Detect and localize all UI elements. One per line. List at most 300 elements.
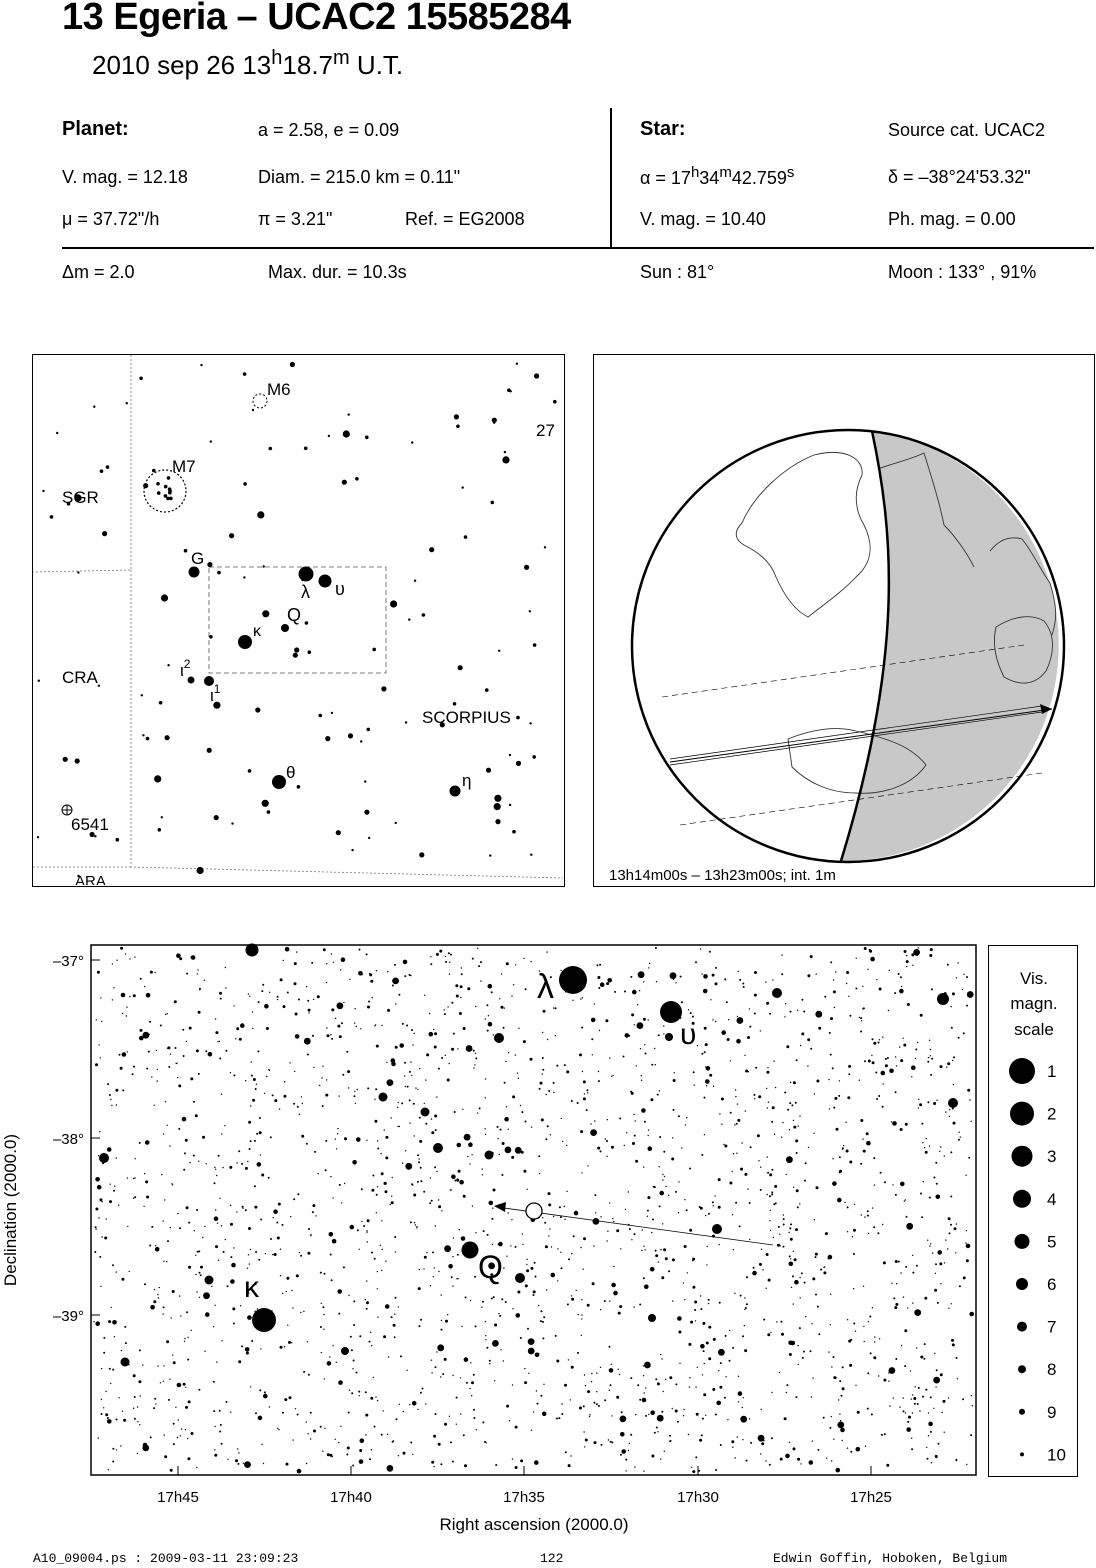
field-star — [453, 1033, 455, 1035]
field-star — [894, 992, 896, 994]
field-star — [672, 1137, 673, 1138]
field-star — [593, 1218, 600, 1225]
field-star — [916, 1347, 917, 1348]
field-star — [150, 1436, 152, 1438]
field-star — [248, 1227, 251, 1230]
star-source: Source cat. UCAC2 — [888, 120, 1046, 140]
field-star — [431, 1461, 434, 1464]
field-star — [733, 1249, 734, 1250]
field-star — [391, 1196, 392, 1197]
field-star — [497, 1138, 498, 1139]
field-star — [953, 1056, 955, 1058]
field-star — [958, 1037, 960, 1039]
field-star — [485, 688, 489, 692]
field-star — [395, 1046, 398, 1049]
field-star — [165, 1101, 166, 1102]
field-star — [223, 1251, 225, 1253]
field-star — [781, 1333, 784, 1336]
field-star — [295, 1013, 298, 1016]
field-star — [411, 1075, 412, 1076]
field-star — [154, 1105, 155, 1106]
field-star — [133, 1198, 134, 1199]
field-star — [847, 1096, 850, 1099]
field-star — [213, 1410, 215, 1412]
field-star — [673, 1079, 676, 1082]
field-star — [337, 1128, 338, 1129]
field-star — [145, 1140, 150, 1145]
field-star — [308, 650, 312, 654]
field-star — [769, 1173, 772, 1176]
field-star — [966, 1259, 969, 1262]
field-star — [407, 1086, 409, 1088]
field-star — [837, 1422, 844, 1429]
field-star — [183, 1055, 185, 1057]
field-star — [264, 1093, 265, 1094]
field-star — [641, 1250, 642, 1251]
field-star — [287, 992, 289, 994]
field-star — [609, 1057, 610, 1058]
field-star — [245, 1080, 246, 1081]
field-star — [635, 1414, 636, 1415]
field-star — [650, 1098, 653, 1101]
field-star — [670, 972, 677, 979]
x-tick-label: 17h30 — [677, 1489, 719, 1506]
field-star — [327, 1453, 330, 1456]
field-star — [857, 1411, 860, 1414]
field-star — [944, 1262, 945, 1263]
field-star — [289, 1396, 292, 1399]
field-star — [628, 1035, 630, 1037]
field-star — [902, 1038, 903, 1039]
field-star — [157, 1365, 158, 1366]
field-star — [250, 1386, 251, 1387]
field-star — [156, 1050, 157, 1051]
field-star — [842, 1440, 843, 1441]
field-star — [665, 1257, 668, 1260]
field-star — [702, 1322, 705, 1325]
field-star — [613, 1221, 614, 1222]
mag-scale-label: 1 — [1047, 1062, 1057, 1081]
field-star — [713, 1338, 716, 1341]
field-star — [243, 372, 247, 376]
field-star — [169, 1379, 170, 1380]
field-star — [644, 1284, 649, 1289]
field-star — [459, 1012, 462, 1015]
field-star — [957, 1378, 958, 1379]
field-star — [850, 1451, 852, 1453]
field-star — [360, 1028, 361, 1029]
field-star — [872, 1307, 873, 1308]
field-star — [868, 1321, 869, 1322]
field-star — [380, 1153, 381, 1154]
field-star — [262, 984, 264, 986]
field-star — [493, 1034, 494, 1035]
field-star — [312, 1211, 314, 1213]
field-star — [238, 1150, 240, 1152]
field-star — [371, 1397, 373, 1399]
field-star — [268, 1177, 270, 1179]
field-star — [850, 1364, 852, 1366]
field-star — [914, 1403, 916, 1405]
field-star — [829, 1427, 831, 1429]
field-star — [326, 1079, 327, 1080]
field-star — [447, 1079, 450, 1082]
field-star — [609, 1368, 614, 1373]
field-star — [665, 1186, 666, 1187]
field-star — [669, 1435, 671, 1437]
field-star — [155, 1403, 156, 1404]
field-star — [180, 1435, 181, 1436]
field-star — [355, 1008, 356, 1009]
field-star — [814, 1133, 815, 1134]
field-star — [564, 1384, 567, 1387]
field-star — [252, 1099, 255, 1102]
field-star — [628, 1191, 629, 1192]
field-star — [928, 1412, 929, 1413]
field-star — [800, 1297, 801, 1298]
field-star — [452, 1375, 453, 1376]
field-star — [789, 1262, 794, 1267]
field-star — [391, 1201, 394, 1204]
field-star — [475, 1232, 476, 1233]
field-star — [704, 1051, 706, 1053]
field-star — [594, 1402, 596, 1404]
field-star — [637, 1384, 639, 1386]
field-star — [891, 1121, 892, 1122]
field-star — [348, 413, 350, 415]
field-star — [950, 1224, 952, 1226]
field-star — [196, 1291, 197, 1292]
field-star — [920, 1193, 922, 1195]
field-star — [506, 1256, 507, 1257]
field-star — [283, 1005, 286, 1008]
field-star — [628, 1450, 629, 1451]
field-star — [967, 1089, 970, 1092]
field-star — [714, 1195, 715, 1196]
field-star — [864, 1216, 865, 1217]
field-star — [701, 973, 702, 974]
field-star — [920, 1014, 923, 1017]
field-star — [758, 1160, 759, 1161]
field-star — [343, 1002, 344, 1003]
field-star — [172, 1290, 175, 1293]
field-star — [293, 1103, 295, 1105]
label-m6: M6 — [267, 380, 291, 399]
field-star — [474, 1276, 476, 1278]
field-star — [912, 1272, 914, 1274]
field-star — [215, 1245, 218, 1248]
field-star — [402, 1162, 403, 1163]
field-star — [729, 1330, 730, 1331]
field-star — [585, 1385, 586, 1386]
field-star — [489, 854, 491, 856]
field-star — [272, 1094, 274, 1096]
field-star — [678, 1115, 680, 1117]
field-star — [175, 1047, 177, 1049]
field-star — [342, 1006, 343, 1007]
field-star — [797, 1206, 799, 1208]
field-star — [860, 1119, 863, 1122]
field-star — [366, 1140, 367, 1141]
field-star — [655, 1250, 657, 1252]
field-star — [793, 1251, 794, 1252]
field-star — [775, 1087, 776, 1088]
field-star — [783, 1224, 785, 1226]
field-star — [344, 1183, 345, 1184]
field-star — [913, 1397, 916, 1400]
field-star — [564, 1206, 565, 1207]
field-star — [842, 1366, 844, 1368]
field-star — [222, 1167, 223, 1168]
field-star — [434, 1032, 437, 1035]
field-star — [239, 1038, 242, 1041]
field-star — [591, 1373, 592, 1374]
field-star — [805, 1162, 807, 1164]
field-star — [346, 1454, 348, 1456]
field-star — [370, 1332, 371, 1333]
field-star — [895, 1056, 896, 1057]
field-star — [225, 987, 226, 988]
field-star — [931, 1462, 932, 1463]
field-star — [325, 736, 330, 741]
field-star — [663, 1248, 666, 1251]
field-star — [178, 1419, 179, 1420]
field-star — [207, 562, 212, 567]
field-star — [956, 1357, 958, 1359]
field-star — [801, 1272, 803, 1274]
field-star — [873, 1356, 876, 1359]
label-sgr: SGR — [62, 488, 99, 507]
field-star — [127, 1051, 128, 1052]
field-star — [911, 1398, 912, 1399]
field-star — [230, 1205, 231, 1206]
field-star — [311, 962, 313, 964]
field-star — [325, 1169, 327, 1171]
field-star — [781, 954, 782, 955]
field-star — [509, 804, 511, 806]
field-star — [587, 1304, 590, 1307]
field-star — [354, 1095, 356, 1097]
field-star — [728, 1019, 729, 1020]
field-star — [910, 1370, 911, 1371]
field-star — [726, 1001, 728, 1003]
field-star — [449, 1063, 450, 1064]
field-star — [695, 1386, 696, 1387]
field-star — [659, 1205, 661, 1207]
field-star — [749, 1026, 751, 1028]
y-tick-label: –39° — [52, 1308, 84, 1325]
field-star — [161, 816, 163, 818]
field-star — [842, 1387, 845, 1390]
field-star — [594, 1120, 595, 1121]
field-star — [732, 1214, 733, 1215]
field-star — [949, 1116, 950, 1117]
field-star — [892, 1184, 893, 1185]
field-star — [581, 1318, 582, 1319]
field-star — [770, 1230, 771, 1231]
field-star — [306, 1143, 308, 1145]
field-star — [98, 1437, 99, 1438]
field-star — [636, 1065, 637, 1066]
field-star — [96, 1019, 97, 1020]
field-star — [699, 1439, 702, 1442]
field-star — [900, 1182, 905, 1187]
field-star — [947, 1062, 950, 1065]
field-star — [873, 1157, 875, 1159]
field-star — [521, 1111, 523, 1113]
field-star — [888, 1381, 889, 1382]
field-star — [498, 1242, 503, 1247]
field-star — [503, 1360, 504, 1361]
field-star — [184, 1341, 185, 1342]
field-star — [520, 1459, 523, 1462]
field-star — [671, 1158, 674, 1161]
field-star — [163, 1261, 164, 1262]
mag-scale-label: 6 — [1047, 1275, 1057, 1294]
field-star — [589, 1416, 590, 1417]
field-star — [720, 1444, 722, 1446]
field-star — [867, 969, 868, 970]
field-star — [828, 1255, 833, 1260]
field-star — [927, 1458, 929, 1460]
field-star — [312, 1035, 313, 1036]
field-star — [600, 1367, 601, 1368]
field-star — [936, 1369, 938, 1371]
field-star — [830, 1017, 833, 1020]
field-star — [551, 1246, 552, 1247]
field-star — [583, 1097, 586, 1100]
field-star — [701, 1434, 703, 1436]
field-star — [937, 1302, 939, 1304]
field-star — [480, 961, 482, 963]
field-star — [209, 635, 213, 639]
field-star — [418, 1161, 420, 1163]
field-star — [470, 1300, 471, 1301]
field-star — [543, 1316, 545, 1318]
field-star — [107, 1083, 109, 1085]
field-star — [742, 1335, 744, 1337]
field-star — [651, 1455, 654, 1458]
field-star — [625, 1209, 626, 1210]
field-star — [339, 1035, 342, 1038]
field-star — [414, 1135, 415, 1136]
field-star — [705, 1043, 708, 1046]
field-star — [191, 1330, 192, 1331]
field-star — [177, 1077, 178, 1078]
field-star — [167, 664, 169, 666]
field-star — [734, 1293, 735, 1294]
field-star — [186, 1041, 187, 1042]
field-star — [430, 956, 431, 957]
field-star — [753, 1267, 755, 1269]
field-star — [301, 1135, 304, 1138]
field-star — [951, 1027, 953, 1029]
field-star — [703, 989, 708, 994]
field-star — [240, 1023, 245, 1028]
field-star — [796, 1152, 798, 1154]
field-star — [681, 1147, 682, 1148]
field-star — [951, 1006, 952, 1007]
field-star — [194, 1230, 195, 1231]
field-star — [872, 1207, 873, 1208]
field-star — [252, 1028, 253, 1029]
field-star — [571, 1100, 573, 1102]
field-star — [217, 571, 221, 575]
field-star — [485, 1321, 486, 1322]
field-star — [856, 958, 857, 959]
field-star — [315, 1215, 316, 1216]
field-star — [366, 1232, 367, 1233]
field-star — [279, 1108, 280, 1109]
field-star — [460, 985, 463, 988]
field-star — [158, 828, 162, 832]
field-star — [775, 1202, 777, 1204]
field-star — [416, 1227, 417, 1228]
field-star — [401, 1102, 403, 1104]
field-star — [704, 1097, 706, 1099]
field-star — [669, 1376, 672, 1379]
field-star — [310, 1412, 312, 1414]
field-star — [818, 1333, 820, 1335]
field-star — [810, 1350, 812, 1352]
field-star — [657, 1094, 659, 1096]
field-star — [799, 1203, 800, 1204]
field-star — [848, 996, 849, 997]
field-star — [566, 1191, 567, 1192]
field-star — [110, 1383, 111, 1384]
field-star — [702, 1418, 704, 1420]
field-star — [525, 1121, 527, 1123]
detail-star — [379, 1093, 388, 1102]
field-star — [733, 1153, 734, 1154]
field-star — [878, 1095, 880, 1097]
field-star — [386, 1062, 387, 1063]
field-star — [430, 1177, 431, 1178]
field-star — [171, 1317, 172, 1318]
field-star — [579, 1053, 582, 1056]
field-star — [914, 1309, 921, 1316]
field-star — [893, 1297, 895, 1299]
field-star — [788, 1341, 793, 1346]
field-star — [139, 1424, 140, 1425]
field-star — [107, 1419, 112, 1424]
field-star — [486, 1004, 488, 1006]
field-star — [149, 1021, 151, 1023]
field-star — [719, 1113, 720, 1114]
field-star — [783, 1246, 785, 1248]
field-star — [330, 1176, 331, 1177]
field-star — [145, 1180, 148, 1183]
field-star — [539, 1088, 541, 1090]
field-star — [761, 1442, 764, 1445]
field-star — [494, 1324, 497, 1327]
field-star — [916, 1265, 918, 1267]
field-star — [233, 1323, 235, 1325]
field-star — [294, 1071, 295, 1072]
field-star — [912, 1394, 913, 1395]
field-star — [371, 1252, 373, 1254]
field-star — [620, 1416, 627, 1423]
field-star — [738, 1391, 743, 1396]
field-star — [215, 1209, 216, 1210]
field-star — [643, 1246, 644, 1247]
field-star — [810, 1048, 812, 1050]
field-star — [423, 1268, 424, 1269]
field-star — [647, 1210, 649, 1212]
field-star — [486, 1347, 488, 1349]
field-star — [849, 1015, 851, 1017]
field-star — [838, 1095, 840, 1097]
